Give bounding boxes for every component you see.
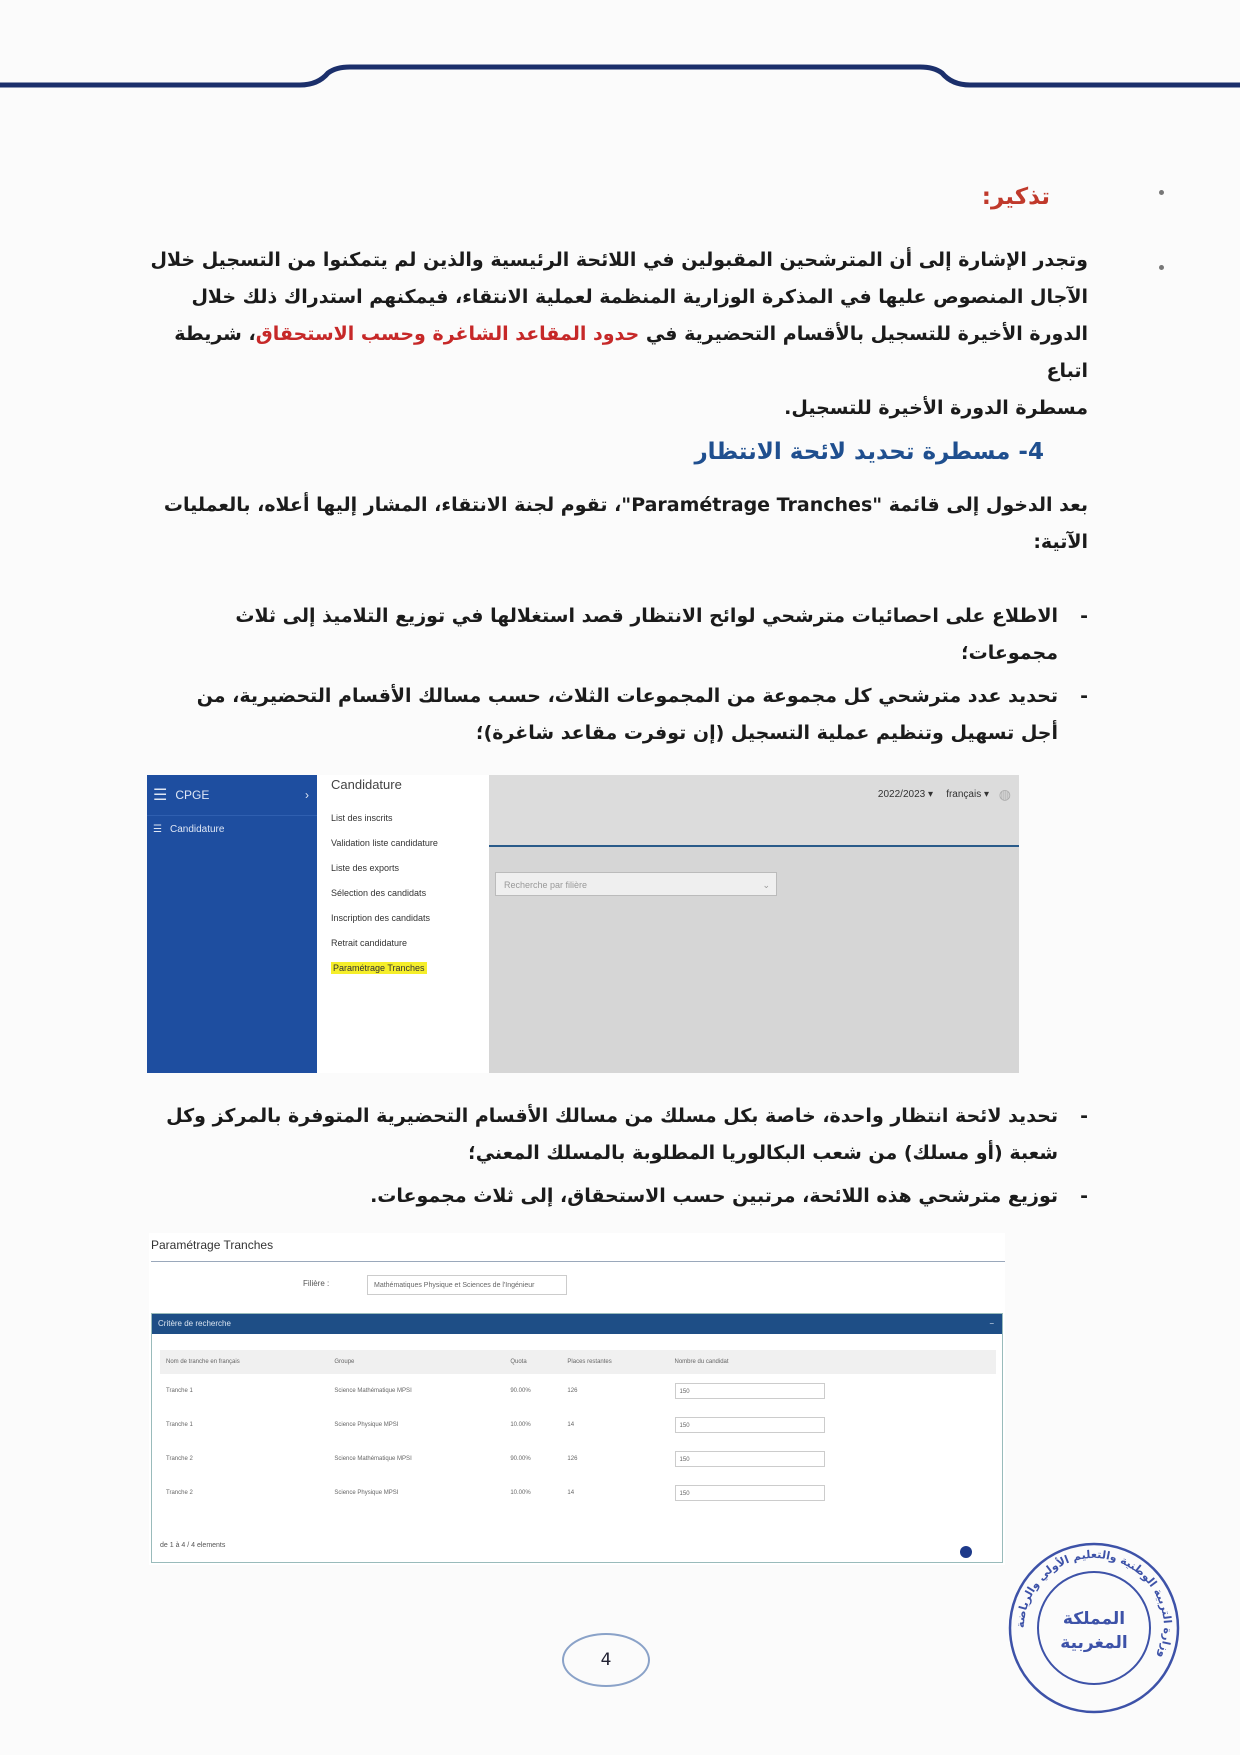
bullet-dash: - bbox=[1080, 685, 1088, 707]
cpge-app-screenshot bbox=[147, 775, 1019, 1073]
column-header: Nombre du candidat bbox=[669, 1350, 996, 1374]
table-cell: 126 bbox=[567, 1456, 578, 1462]
title-divider bbox=[151, 1261, 1005, 1262]
scan-speck bbox=[1159, 190, 1164, 195]
app-main-area bbox=[489, 775, 1019, 1073]
collapse-icon[interactable]: − bbox=[989, 1319, 994, 1328]
candidate-count-input[interactable]: 150 bbox=[675, 1417, 825, 1433]
table-cell bbox=[669, 1476, 996, 1510]
table-cell bbox=[669, 1442, 996, 1476]
column-header: Nom de tranche en français bbox=[160, 1350, 328, 1374]
table-cell bbox=[669, 1408, 996, 1442]
panel-header bbox=[152, 1314, 1002, 1334]
filiere-label: Filière : bbox=[303, 1279, 330, 1288]
menu-item[interactable] bbox=[317, 806, 489, 831]
table-cell: 90.00% bbox=[510, 1456, 531, 1462]
menu-item[interactable] bbox=[317, 906, 489, 931]
table-cell: Tranche 1 bbox=[166, 1422, 193, 1428]
menu-item-label: Paramétrage Tranches bbox=[333, 963, 425, 973]
reminder-text: ، شريطة اتباع bbox=[174, 323, 1088, 382]
bullet-item bbox=[158, 598, 1088, 672]
table-row bbox=[160, 1476, 996, 1510]
candidate-count-input[interactable]: 150 bbox=[675, 1485, 825, 1501]
year-dropdown[interactable]: 2022/2023 ▾ bbox=[877, 789, 933, 800]
sidebar-item-label: Candidature bbox=[169, 823, 225, 835]
bullet-list-a bbox=[158, 598, 1088, 758]
reminder-paragraph bbox=[148, 242, 1088, 427]
menu-item[interactable] bbox=[317, 931, 489, 956]
menu-title: Candidature bbox=[331, 777, 402, 792]
bullet-item bbox=[158, 1098, 1088, 1172]
bullet-item bbox=[158, 1178, 1088, 1215]
table-cell: 10.00% bbox=[510, 1490, 531, 1496]
app-topbar bbox=[489, 775, 1019, 847]
reminder-text: الدورة الأخيرة للتسجيل بالأقسام التحضيرية في bbox=[639, 323, 1088, 345]
sidebar-header[interactable] bbox=[147, 775, 317, 816]
menu-item-label: List des inscrits bbox=[331, 813, 393, 823]
table-cell: Science Mathématique MPSI bbox=[334, 1388, 412, 1394]
table-row bbox=[160, 1442, 996, 1476]
column-header: Groupe bbox=[328, 1350, 504, 1374]
menu-item-parametrage-tranches[interactable] bbox=[317, 956, 489, 981]
column-header: Quota bbox=[504, 1350, 561, 1374]
header-rule bbox=[0, 60, 1240, 100]
search-criteria-panel bbox=[151, 1313, 1003, 1563]
bullet-text: الاطلاع على احصائيات مترشحي لوائح الانتظار قصد استغلالها في توزيع التلاميذ إلى ثلاث مجموعات؛ bbox=[235, 605, 1058, 664]
globe-icon[interactable]: ◍ bbox=[998, 786, 1011, 802]
table-cell: 126 bbox=[567, 1388, 578, 1394]
bullet-item bbox=[158, 678, 1088, 752]
bullet-text: تحديد لائحة انتظار واحدة، خاصة بكل مسلك من مسالك الأقسام التحضيرية المتوفرة بالمركز وكل شعبة (أو مسلك) من شعب البكالوريا المطلوبة بالمسلك المعني؛ bbox=[166, 1105, 1058, 1164]
table-cell: Tranche 2 bbox=[166, 1490, 193, 1496]
page-number: 4 bbox=[600, 1650, 612, 1670]
bullet-dash: - bbox=[1080, 1185, 1088, 1207]
page-title: Paramétrage Tranches bbox=[151, 1238, 274, 1252]
menu-item[interactable] bbox=[317, 856, 489, 881]
ministry-seal bbox=[1004, 1538, 1184, 1718]
table-cell: Science Mathématique MPSI bbox=[334, 1456, 412, 1462]
menu-item-label: Liste des exports bbox=[331, 863, 400, 873]
reminder-highlight: حدود المقاعد الشاغرة وحسب الاستحقاق bbox=[255, 323, 640, 345]
menu-item-label: Retrait candidature bbox=[331, 938, 408, 948]
language-dropdown[interactable]: français ▾ bbox=[946, 789, 989, 800]
candidate-count-input[interactable]: 150 bbox=[675, 1451, 825, 1467]
section-heading: 4- مسطرة تحديد لائحة الانتظار bbox=[694, 439, 1044, 465]
table-cell: 90.00% bbox=[510, 1388, 531, 1394]
table-cell: Science Physique MPSI bbox=[334, 1422, 399, 1428]
sidebar-item-candidature[interactable] bbox=[147, 816, 317, 842]
menu-item[interactable] bbox=[317, 881, 489, 906]
bullet-text: توزيع مترشحي هذه اللائحة، مرتبين حسب الاستحقاق، إلى ثلاث مجموعات. bbox=[370, 1185, 1058, 1207]
reminder-title: تذكير: bbox=[981, 184, 1050, 210]
table-row bbox=[160, 1374, 996, 1408]
search-placeholder: Recherche par filière bbox=[504, 880, 588, 890]
pagination-count: de 1 à 4 / 4 elements bbox=[160, 1542, 226, 1549]
intro-line: الآتية: bbox=[1033, 531, 1088, 553]
reminder-line: الآجال المنصوص عليها في المذكرة الوزارية المنظمة لعملية الانتقاء، فيمكنهم استدراك ذلك خلال bbox=[191, 286, 1088, 308]
filiere-select[interactable]: Mathématiques Physique et Sciences de l'Ingénieur bbox=[367, 1275, 567, 1295]
column-header: Places restantes bbox=[561, 1350, 668, 1374]
seal-ring-text: وزارة التربية الوطنية والتعليم الأولي والرياضة bbox=[1013, 1547, 1175, 1661]
candidature-menu bbox=[317, 775, 489, 1073]
bullet-dash: - bbox=[1080, 1105, 1088, 1127]
chevron-right-icon: › bbox=[305, 788, 309, 802]
seal-line: المغربية bbox=[1060, 1633, 1128, 1653]
table-cell bbox=[669, 1374, 996, 1408]
candidate-count-input[interactable]: 150 bbox=[675, 1383, 825, 1399]
parametrage-tranches-screenshot bbox=[149, 1233, 1005, 1565]
menu-item-label: Inscription des candidats bbox=[331, 913, 431, 923]
panel-title: Critère de recherche bbox=[158, 1319, 231, 1328]
bullet-list-b bbox=[158, 1098, 1088, 1221]
table-header-row bbox=[160, 1350, 996, 1374]
reminder-line: وتجدر الإشارة إلى أن المترشحين المقبولين في اللائحة الرئيسية والذين لم يتمكنوا من التسجيل خلال bbox=[150, 249, 1088, 271]
seal-line: المملكة bbox=[1062, 1609, 1126, 1629]
scan-speck bbox=[1159, 265, 1164, 270]
table-row bbox=[160, 1408, 996, 1442]
app-sidebar bbox=[147, 775, 317, 1073]
chevron-down-icon: ⌄ bbox=[762, 880, 770, 890]
reminder-line bbox=[148, 316, 1088, 390]
list-icon: ☰ bbox=[153, 823, 162, 835]
table-cell: Tranche 2 bbox=[166, 1456, 193, 1462]
hamburger-icon[interactable]: ☰ bbox=[153, 787, 168, 804]
reminder-line: مسطرة الدورة الأخيرة للتسجيل. bbox=[784, 397, 1088, 419]
table-cell: Tranche 1 bbox=[166, 1388, 193, 1394]
table-cell: 14 bbox=[567, 1490, 575, 1496]
intro-line: بعد الدخول إلى قائمة "Paramétrage Tranches"، تقوم لجنة الانتقاء، المشار إليها أعلاه، بالعمليات bbox=[163, 494, 1088, 516]
menu-item-label: Sélection des candidats bbox=[331, 888, 427, 898]
sidebar-title: CPGE bbox=[175, 788, 210, 802]
section-intro bbox=[148, 487, 1088, 561]
bullet-dash: - bbox=[1080, 605, 1088, 627]
table-cell: 14 bbox=[567, 1422, 575, 1428]
bullet-text: تحديد عدد مترشحي كل مجموعة من المجموعات الثلاث، حسب مسالك الأقسام التحضيرية، من أجل تسهيل وتنظيم عملية التسجيل (إن توفرت مقاعد شاغرة)؛ bbox=[196, 685, 1058, 744]
pagination-button[interactable] bbox=[960, 1546, 972, 1558]
menu-item[interactable] bbox=[317, 831, 489, 856]
tranches-table bbox=[160, 1350, 996, 1510]
filiere-search-select[interactable] bbox=[495, 872, 777, 896]
table-cell: Science Physique MPSI bbox=[334, 1490, 399, 1496]
menu-item-label: Validation liste candidature bbox=[331, 838, 438, 848]
table-cell: 10.00% bbox=[510, 1422, 531, 1428]
